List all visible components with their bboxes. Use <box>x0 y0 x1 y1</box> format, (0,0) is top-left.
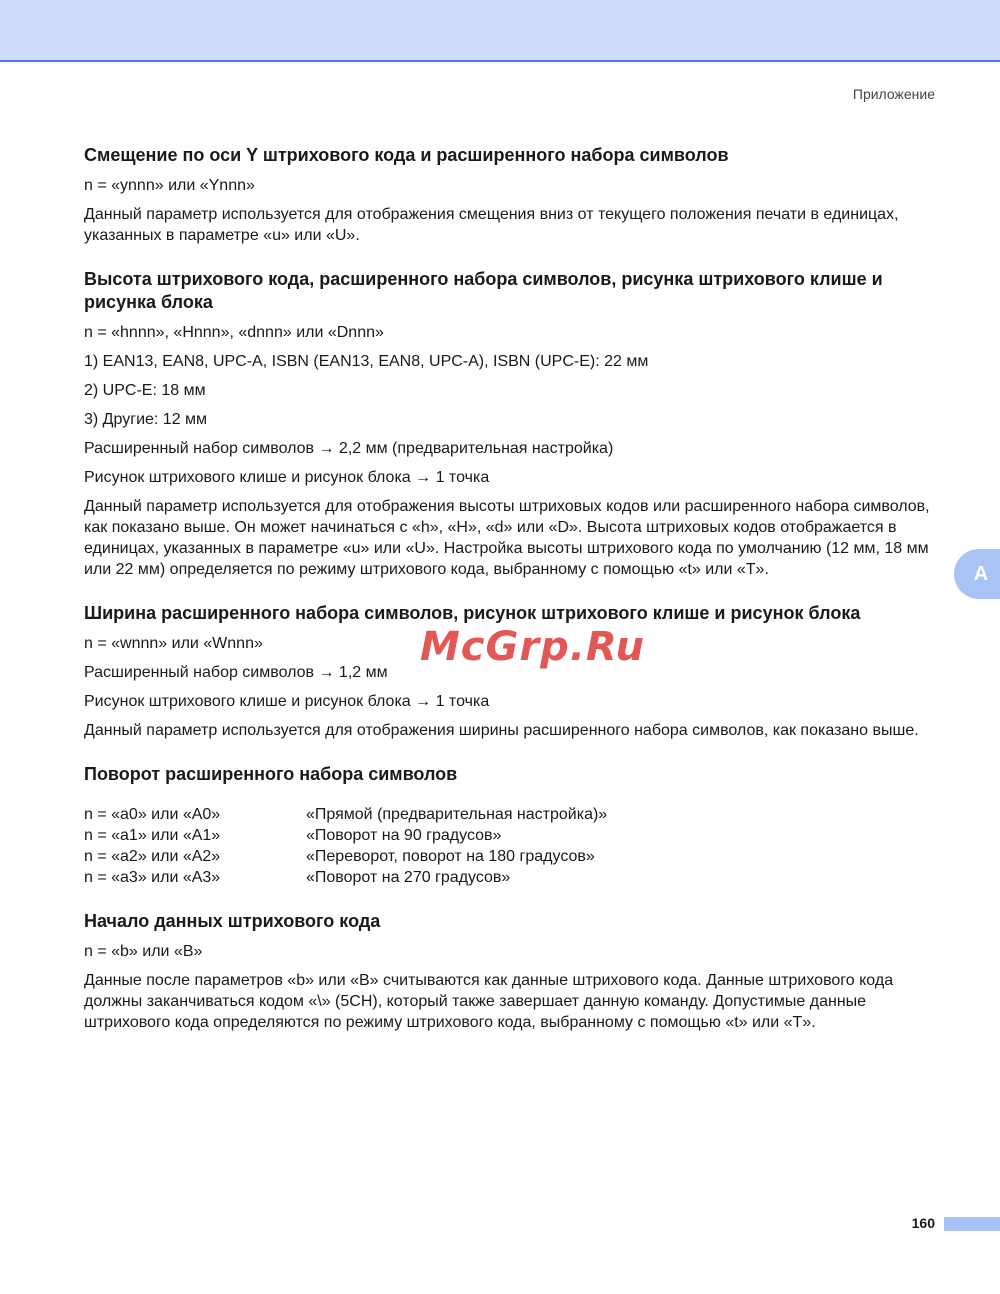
section-title: Поворот расширенного набора символов <box>84 764 458 784</box>
header-band <box>0 0 1000 62</box>
section-y-offset <box>84 144 934 246</box>
table-row <box>84 804 934 825</box>
page-content <box>84 144 934 1055</box>
rotation-desc: «Поворот на 90 градусов» <box>306 827 502 844</box>
section-title: Смещение по оси Y штрихового кода и расширенного набора символов <box>84 145 729 165</box>
appendix-tab[interactable]: A <box>954 549 1000 599</box>
section-rotation <box>84 763 934 888</box>
syntax-line: n = «b» или «B» <box>84 943 203 960</box>
rotation-code: n = «a1» или «A1» <box>84 827 221 844</box>
syntax-line: n = «wnnn» или «Wnnn» <box>84 635 263 652</box>
paragraph: Данный параметр используется для отображения высоты штриховых кодов или расширенного набора символов, как показано выше. Он может начинаться с «h», «H», «d» или «D». Высота штриховых кодов отображается в единицах, указанных в параметре «u» или «U». Настройка высоты штрихового кода по умолчанию (12 мм, 18 мм или 22 мм) определяется по режиму штрихового кода, выбранному с помощью «t» или «T». <box>84 498 930 578</box>
list-item: 2) UPC-E: 18 мм <box>84 382 206 399</box>
paragraph: Расширенный набор символов → 1,2 мм <box>84 664 388 681</box>
table-row <box>84 867 934 888</box>
syntax-line: n = «hnnn», «Hnnn», «dnnn» или «Dnnn» <box>84 324 384 341</box>
paragraph: Данный параметр используется для отображения смещения вниз от текущего положения печати в единицах, указанных в параметре «u» или «U». <box>84 206 899 244</box>
table-row <box>84 825 934 846</box>
page-number-bar <box>944 1217 1000 1231</box>
rotation-code: n = «a2» или «A2» <box>84 848 221 865</box>
list-item: 1) EAN13, EAN8, UPC-A, ISBN (EAN13, EAN8, UPC-A), ISBN (UPC-E): 22 мм <box>84 353 649 370</box>
page-number: 160 <box>911 1215 935 1231</box>
paragraph: Рисунок штрихового клише и рисунок блока → 1 точка <box>84 693 490 710</box>
rotation-desc: «Переворот, поворот на 180 градусов» <box>306 848 595 865</box>
syntax-line: n = «ynnn» или «Ynnn» <box>84 177 255 194</box>
section-title: Ширина расширенного набора символов, рисунок штрихового клише и рисунок блока <box>84 603 861 623</box>
section-barcode-data <box>84 910 934 1033</box>
rotation-desc: «Прямой (предварительная настройка)» <box>306 806 608 823</box>
chapter-label: Приложение <box>852 86 935 102</box>
paragraph: Расширенный набор символов → 2,2 мм (предварительная настройка) <box>84 440 614 457</box>
list-item: 3) Другие: 12 мм <box>84 411 208 428</box>
section-height <box>84 268 934 580</box>
watermark: McGrp.Ru <box>420 624 645 670</box>
paragraph: Рисунок штрихового клише и рисунок блока → 1 точка <box>84 469 490 486</box>
rotation-code: n = «a0» или «A0» <box>84 806 221 823</box>
table-row <box>84 846 934 867</box>
rotation-table <box>84 804 934 888</box>
paragraph: Данные после параметров «b» или «B» считываются как данные штрихового кода. Данные штрихового кода должны заканчиваться кодом «\» (5CH), который также завершает данную команду. Допустимые данные штрихового кода определяются по режиму штрихового кода, выбранному с помощью «t» или «T». <box>84 972 894 1031</box>
rotation-desc: «Поворот на 270 градусов» <box>306 869 511 886</box>
rotation-code: n = «a3» или «A3» <box>84 869 221 886</box>
paragraph: Данный параметр используется для отображения ширины расширенного набора символов, как показано выше. <box>84 722 919 739</box>
section-title: Высота штрихового кода, расширенного набора символов, рисунка штрихового клише и рисунка блока <box>84 269 883 312</box>
section-title: Начало данных штрихового кода <box>84 911 381 931</box>
section-width <box>84 602 934 741</box>
